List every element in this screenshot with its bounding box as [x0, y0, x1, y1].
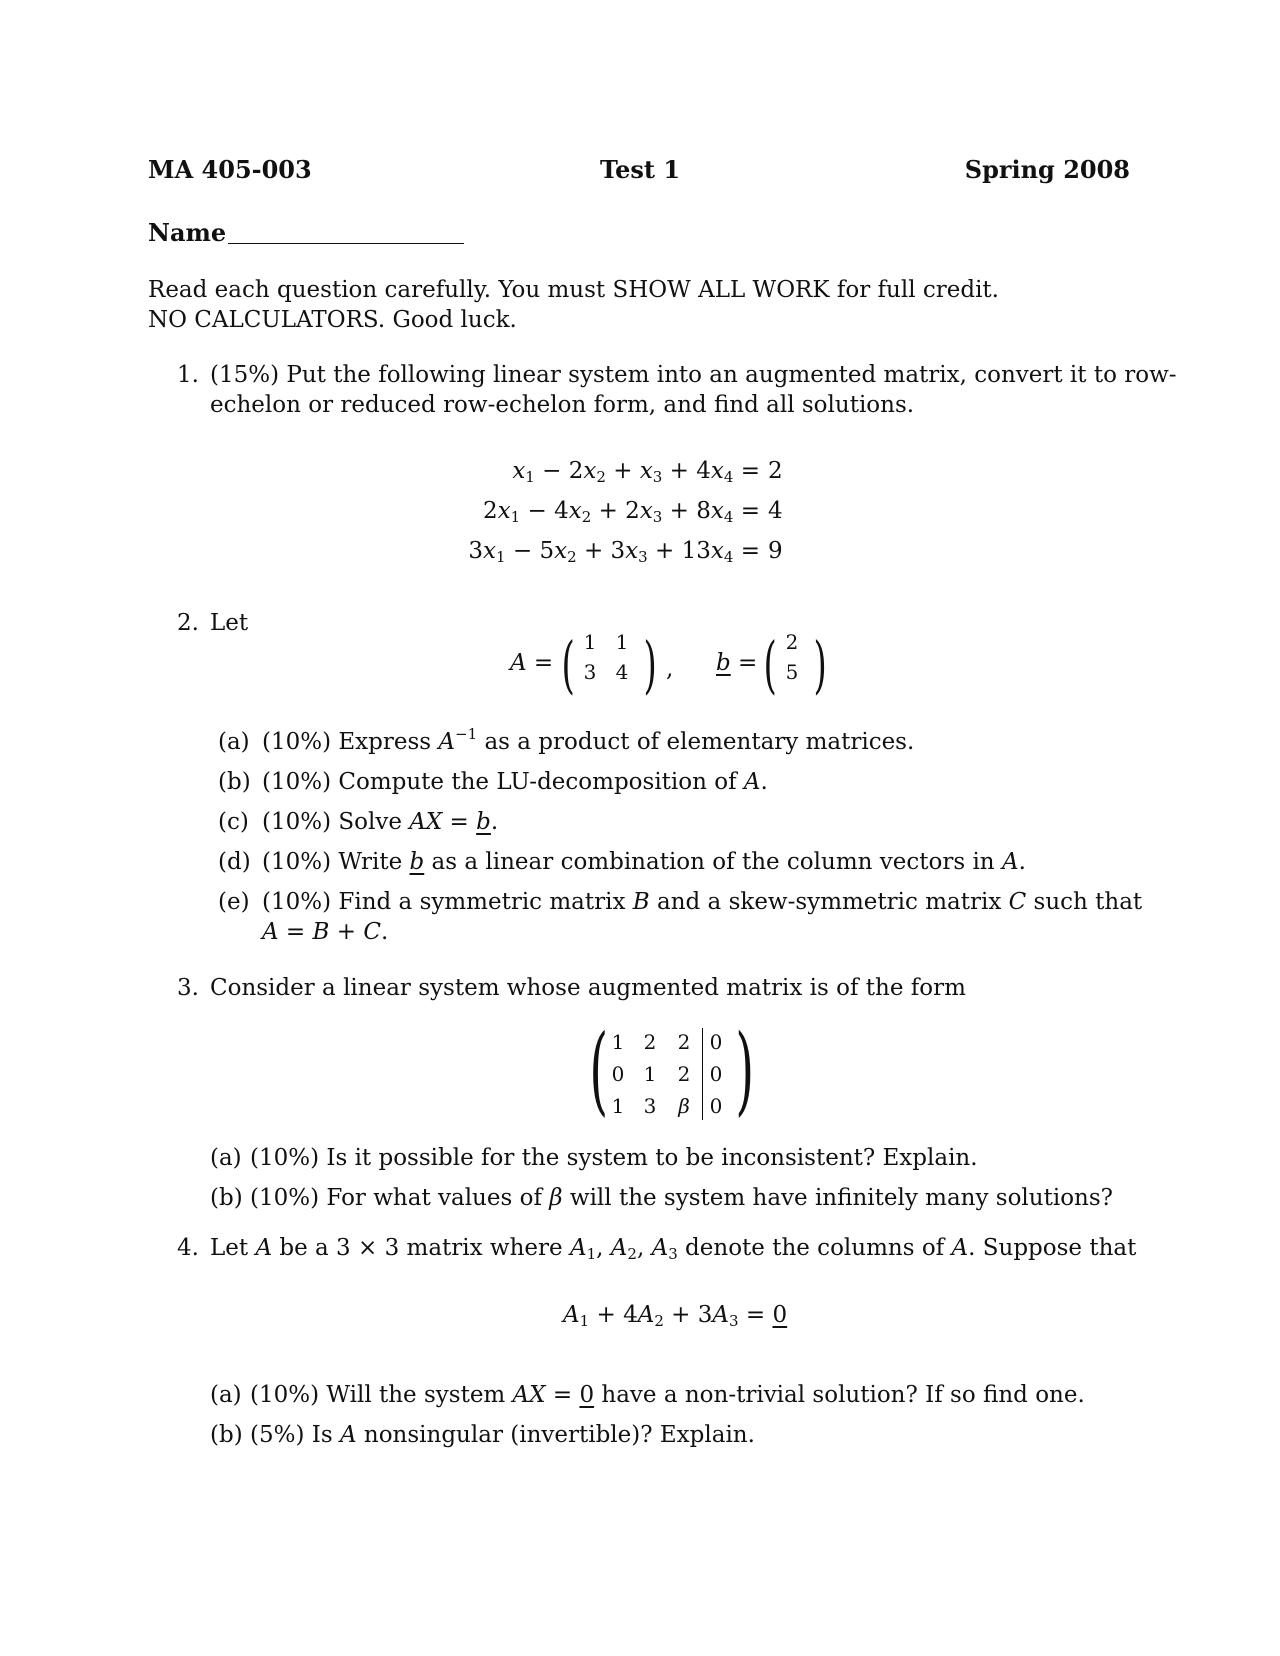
- equation-rhs-1: 2: [768, 458, 783, 484]
- q2-part-e-text-line2: A = B + C.: [262, 919, 389, 945]
- q2-part-a-label: (a): [218, 729, 250, 755]
- aug-cell: 2: [677, 1030, 691, 1054]
- q1-number: 1.: [177, 362, 199, 388]
- aug-cell: 1: [611, 1094, 625, 1118]
- q2-part-b-text: (10%) Compute the LU-decomposition of A.: [262, 769, 768, 795]
- q3-number: 3.: [177, 975, 199, 1001]
- q2-part-e-text: (10%) Find a symmetric matrix B and a skew-symmetric matrix C such that: [262, 889, 1143, 915]
- vector-b-right-paren: ): [813, 628, 827, 701]
- q3-part-b-text: (10%) For what values of β will the system have infinitely many solutions?: [250, 1185, 1113, 1211]
- matrix-A-cell: 4: [615, 660, 629, 684]
- aug-cell: 2: [677, 1062, 691, 1086]
- q4-part-a-text: (10%) Will the system AX = 0 have a non-trivial solution? If so find one.: [250, 1382, 1085, 1408]
- q3-part-b-label: (b): [210, 1185, 243, 1211]
- aug-cell: 1: [611, 1030, 625, 1054]
- matrix-A-left-paren: (: [561, 628, 575, 701]
- aug-right-paren: ): [735, 1014, 755, 1126]
- aug-cell: 2: [643, 1030, 657, 1054]
- aug-cell: 0: [709, 1030, 723, 1054]
- q2-part-c-label: (c): [218, 809, 249, 835]
- augment-divider: [702, 1028, 703, 1120]
- equation-row-3: $3x_1 - 5x_2 + 3x_3 + 13x_4$ =: [468, 538, 760, 566]
- name-label: Name: [148, 218, 227, 247]
- q4-part-b-label: (b): [210, 1422, 243, 1448]
- q2-part-a-text: (10%) Express $A^{-1}$ as a product of elementary matrices.: [262, 725, 915, 755]
- q2-part-d-text: (10%) Write b as a linear combination of the column vectors in A.: [262, 849, 1026, 875]
- equation-row-1: $x_1 - 2x_2 + x_3 + 4x_4$ =: [512, 458, 760, 486]
- matrix-A-cell: 1: [583, 630, 597, 654]
- q1-text-line2: echelon or reduced row-echelon form, and find all solutions.: [210, 392, 915, 418]
- q2-part-b-label: (b): [218, 769, 251, 795]
- instructions-line2: NO CALCULATORS. Good luck.: [148, 307, 517, 333]
- q2-part-d-label: (d): [218, 849, 251, 875]
- name-blank-line: [228, 243, 464, 244]
- q4-part-a-label: (a): [210, 1382, 242, 1408]
- vector-b-label: b =: [716, 650, 758, 676]
- aug-cell: 0: [709, 1094, 723, 1118]
- instructions-line1: Read each question carefully. You must SHOW ALL WORK for full credit.: [148, 277, 999, 303]
- matrix-A-cell: 1: [615, 630, 629, 654]
- aug-cell: 0: [611, 1062, 625, 1086]
- aug-cell: 0: [709, 1062, 723, 1086]
- aug-left-paren: (: [589, 1014, 609, 1126]
- q2-number: 2.: [177, 610, 199, 636]
- course-code: MA 405-003: [148, 155, 312, 184]
- q1-text-line1: (15%) Put the following linear system into an augmented matrix, convert it to row-: [210, 362, 1177, 388]
- q3-intro: Consider a linear system whose augmented matrix is of the form: [210, 975, 966, 1001]
- q4-part-b-text: (5%) Is A nonsingular (invertible)? Explain.: [250, 1422, 755, 1448]
- comma: ,: [666, 656, 674, 682]
- q4-intro: Let A be a 3 × 3 matrix where $A_1$, $A_2$, $A_3$ denote the columns of A. Suppose that: [210, 1235, 1137, 1263]
- vector-b-left-paren: (: [763, 628, 777, 701]
- equation-rhs-2: 4: [768, 498, 783, 524]
- q2-matrices: [510, 626, 840, 706]
- test-title: Test 1: [600, 155, 681, 184]
- q2-intro: Let: [210, 610, 249, 636]
- matrix-A-right-paren: ): [643, 628, 657, 701]
- q2-part-c-text: (10%) Solve AX = b.: [262, 809, 499, 835]
- q2-part-e-label: (e): [218, 889, 250, 915]
- equation-rhs-3: 9: [768, 538, 783, 564]
- equation-row-2: $2x_1 - 4x_2 + 2x_3 + 8x_4$ =: [483, 498, 760, 526]
- aug-cell: 1: [643, 1062, 657, 1086]
- aug-cell: 3: [643, 1094, 657, 1118]
- q3-part-a-label: (a): [210, 1145, 242, 1171]
- q4-equation: $A_1 + 4A_2 + 3A_3 = 0$: [563, 1302, 788, 1330]
- vector-b-cell: 5: [785, 660, 799, 684]
- matrix-A-cell: 3: [583, 660, 597, 684]
- matrix-A-label: A =: [510, 650, 554, 676]
- aug-cell: β: [678, 1094, 690, 1118]
- q3-part-a-text: (10%) Is it possible for the system to be inconsistent? Explain.: [250, 1145, 978, 1171]
- q3-augmented-matrix: [580, 1014, 760, 1126]
- term: Spring 2008: [964, 155, 1130, 184]
- q4-number: 4.: [177, 1235, 199, 1261]
- vector-b-cell: 2: [785, 630, 799, 654]
